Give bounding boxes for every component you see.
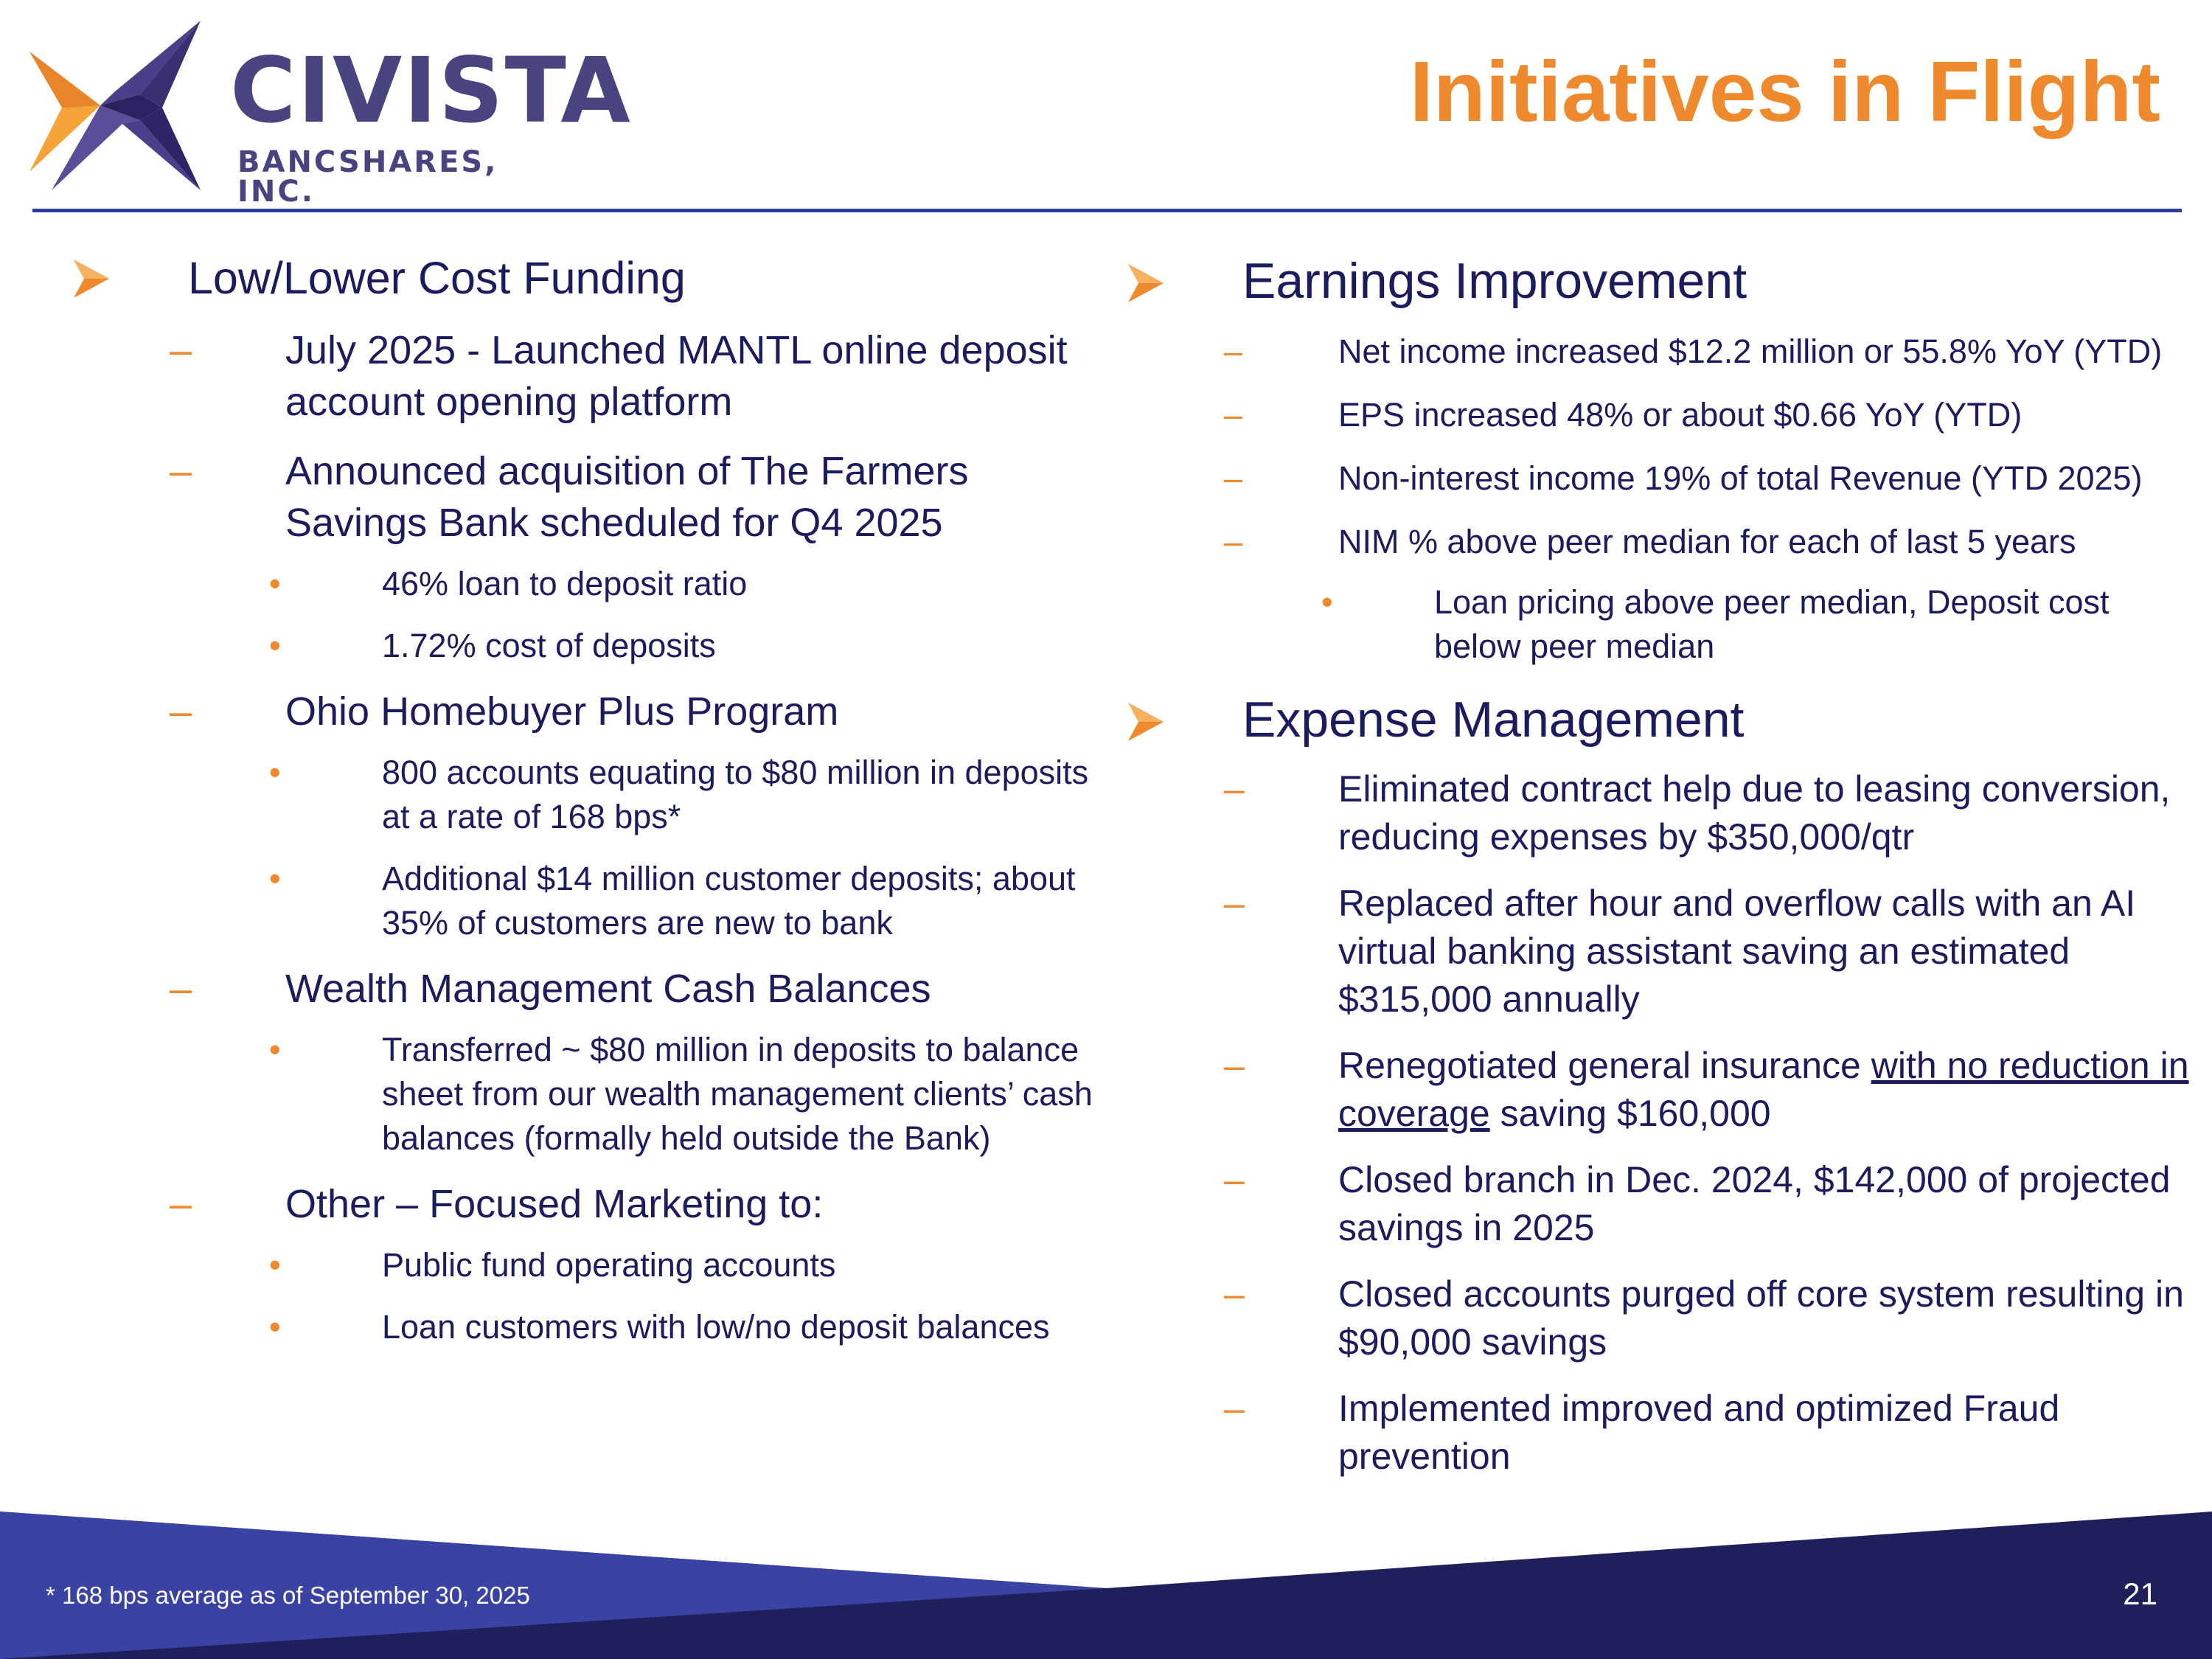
dot-marker: • [269,565,281,603]
civista-logo [29,21,632,209]
earnings-list [1128,328,2205,566]
list-item-text: July 2025 - Launched MANTL online deposit account opening platform [285,328,1068,425]
dot-marker: • [269,1246,281,1284]
dash-marker: – [170,1182,192,1227]
section-heading-earnings [1128,251,2205,312]
list-item-text: Loan pricing above peer median, Deposit cost below peer median [1434,582,2110,665]
dot-marker: • [269,754,281,792]
list-item-text: Transferred ~ $80 million in deposits to balance sheet from our wealth management clients’ cash balances (formally held outside the Bank) [382,1031,1093,1158]
list-item [74,963,1106,1015]
list-item-text: Additional $14 million customer deposits; about 35% of customers are new to bank [382,860,1076,942]
section-heading-funding [74,251,1106,305]
insurance-text-pre: Renegotiated general insurance [1338,1044,1871,1086]
list-item [1128,1042,2205,1138]
dot-marker: • [269,1308,281,1346]
list-item-text: Loan customers with low/no deposit balances [382,1308,1050,1346]
list-item-text: Ohio Homebuyer Plus Program [285,689,839,734]
arrowhead-bullet-icon [74,260,109,298]
section-heading-text: Earnings Improvement [1242,253,1747,309]
civista-star-logo-icon [29,21,201,190]
list-item [74,857,1106,945]
expense-list [1128,765,2205,1481]
list-item [74,686,1106,737]
dash-marker: – [1224,882,1245,924]
list-item [1128,880,2205,1023]
dot-marker: • [269,1031,281,1069]
list-item-text: NIM % above peer median for each of last 5 years [1338,522,2076,560]
list-item [74,1305,1106,1349]
logo-subtitle: BANCSHARES, INC. [237,145,498,209]
list-item [1128,328,2205,375]
header-divider [32,209,2182,212]
dash-marker: – [1224,1044,1245,1086]
page-number: 21 [2123,1576,2157,1611]
dot-marker: • [269,860,281,898]
slide-title: Initiatives in Flight [1409,44,2160,139]
dash-marker: – [1224,522,1243,560]
dot-marker: • [269,627,281,665]
funding-list [74,324,1106,1349]
list-item [1128,1156,2205,1252]
list-item [1128,1270,2205,1366]
dash-marker: – [1224,1158,1245,1200]
right-column [1128,251,2205,1481]
section-heading-text: Low/Lower Cost Funding [188,253,686,303]
list-item-text: 1.72% cost of deposits [382,627,716,665]
list-item [74,445,1106,549]
footnote: * 168 bps average as of September 30, 2025 [46,1582,530,1609]
list-item [74,324,1106,428]
list-item-text: Announced acquisition of The Farmers Savings Bank scheduled for Q4 2025 [285,449,969,546]
arrowhead-bullet-icon [1128,703,1164,741]
list-item [1128,580,2205,669]
logo-name: CIVISTA [230,38,632,143]
dot-marker: • [1321,582,1333,621]
list-item-text: 46% loan to deposit ratio [382,565,748,603]
list-item-text: Public fund operating accounts [382,1246,836,1284]
dash-marker: – [1224,768,1245,810]
dash-marker: – [170,689,192,734]
list-item-text: Eliminated contract help due to leasing conversion, reducing expenses by $350,000/qtr [1338,768,2171,858]
list-item [74,1243,1106,1287]
list-item [1128,518,2205,566]
list-item [74,562,1106,606]
dash-marker: – [170,328,192,373]
list-item [1128,765,2205,861]
insurance-text-post: saving $160,000 [1489,1092,1771,1134]
list-item [1128,392,2205,439]
dash-marker: – [1224,332,1243,370]
insurance-text-underline: with no reduction in coverage [1338,1044,2189,1134]
dash-marker: – [1224,1387,1245,1429]
list-item [74,751,1106,839]
list-item [74,624,1106,668]
dash-marker: – [170,967,192,1012]
dash-marker: – [1224,395,1243,434]
list-item-text: EPS increased 48% or about $0.66 YoY (YTD) [1338,395,2023,434]
section-heading-expense [1128,689,2205,751]
dash-marker: – [170,449,192,494]
list-item-text: Closed accounts purged off core system resulting in $90,000 savings [1338,1273,2184,1363]
list-item-text: Non-interest income 19% of total Revenue (YTD 2025) [1338,459,2143,497]
arrowhead-bullet-icon [1128,264,1164,302]
list-item [1128,455,2205,502]
left-column [74,251,1106,1349]
list-item-text: Other – Focused Marketing to: [285,1182,824,1227]
list-item-text: 800 accounts equating to $80 million in deposits at a rate of 168 bps* [382,754,1089,836]
dash-marker: – [1224,459,1243,497]
section-heading-text: Expense Management [1242,691,1745,748]
dash-marker: – [1224,1273,1245,1315]
list-item [1128,1385,2205,1481]
list-item-text: Implemented improved and optimized Fraud prevention [1338,1387,2060,1477]
list-item-text: Net income increased $12.2 million or 55.8% YoY (YTD) [1338,332,2163,370]
list-item-text: Wealth Management Cash Balances [285,967,931,1012]
list-item [74,1028,1106,1161]
list-item [74,1178,1106,1230]
list-item-text: Closed branch in Dec. 2024, $142,000 of projected savings in 2025 [1338,1158,2171,1248]
list-item-text: Replaced after hour and overflow calls with an AI virtual banking assistant saving an estimated $315,000 annually [1338,882,2136,1020]
